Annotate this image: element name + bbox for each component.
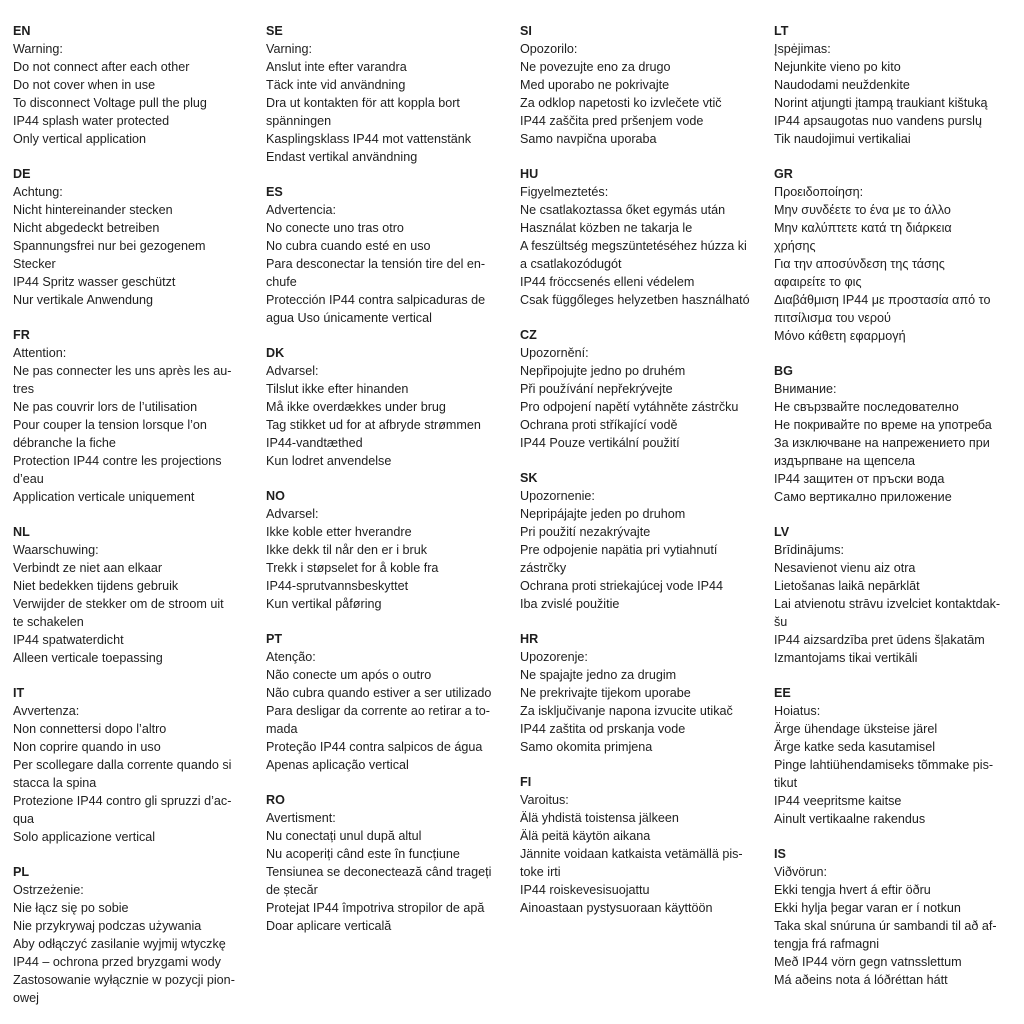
warning-text-line: Application verticale uniquement xyxy=(13,490,195,504)
language-code: NL xyxy=(13,525,30,539)
warning-text-line: Nepřipojujte jedno po druhém xyxy=(520,364,686,378)
warning-text-line: Ne povezujte eno za drugo xyxy=(520,60,671,74)
language-code: LV xyxy=(774,525,790,539)
language-section-hr xyxy=(520,630,760,756)
warning-text-line: Nejunkite vieno po kito xyxy=(774,60,901,74)
warning-text-line: Tensiunea se deconectează când trageți xyxy=(266,865,492,879)
warning-text-line: Tik naudojimui vertikaliai xyxy=(774,132,911,146)
language-section-sk xyxy=(520,469,760,613)
language-code: SE xyxy=(266,24,283,38)
language-code: HR xyxy=(520,632,539,646)
warning-heading: Внимание: xyxy=(774,382,837,396)
warning-heading: Brīdinājums: xyxy=(774,543,844,557)
language-column-2 xyxy=(266,22,506,952)
warning-text-line: Alleen verticale toepassing xyxy=(13,651,163,665)
language-section-lt xyxy=(774,22,1019,148)
warning-text-line: tengja frá rafmagni xyxy=(774,937,880,951)
language-section-gr xyxy=(774,165,1019,345)
warning-text-line: Ainoastaan pystysuoraan käyttöön xyxy=(520,901,713,915)
warning-text-line: Non connettersi dopo l’altro xyxy=(13,722,167,736)
warning-text-line: Kasplingsklass IP44 mot vattenstänk xyxy=(266,132,472,146)
warning-text-line: Не свързвайте последователно xyxy=(774,400,959,414)
warning-text-line: IP44 roiskevesisuojattu xyxy=(520,883,650,897)
language-column-4 xyxy=(774,22,1019,1006)
warning-text-line: Pri použití nezakrývajte xyxy=(520,525,651,539)
warning-text-line: Only vertical application xyxy=(13,132,146,146)
warning-text-line: Ärge katke seda kasutamisel xyxy=(774,740,936,754)
warning-text-line: Pour couper la tension lorsque l’on xyxy=(13,418,207,432)
warning-text-line: Para desconectar la tensión tire del en- xyxy=(266,257,486,271)
language-code: EN xyxy=(13,24,31,38)
warning-text-line: Nu conectați unul după altul xyxy=(266,829,422,843)
warning-heading: Viðvörun: xyxy=(774,865,827,879)
warning-heading: Waarschuwing: xyxy=(13,543,99,557)
warning-text-line: Anslut inte efter varandra xyxy=(266,60,407,74)
warning-text-line: Nepripájajte jeden po druhom xyxy=(520,507,686,521)
warning-text-line: Taka skal snúruna úr sambandi til að af- xyxy=(774,919,997,933)
language-code: SI xyxy=(520,24,532,38)
warning-heading: Varning: xyxy=(266,42,312,56)
warning-text-line: Med uporabo ne pokrivajte xyxy=(520,78,670,92)
warning-text-line: Izmantojams tikai vertikāli xyxy=(774,651,918,665)
warning-text-line: Täck inte vid användning xyxy=(266,78,406,92)
warning-text-line: Endast vertikal användning xyxy=(266,150,418,164)
warning-text-line: IP44 защитен от пръски вода xyxy=(774,472,945,486)
warning-text-line: Ekki hylja þegar varan er í notkun xyxy=(774,901,961,915)
warning-text-line: Älä yhdistä toistensa jälkeen xyxy=(520,811,679,825)
warning-text-line: Ochrana proti striekajúcej vode IP44 xyxy=(520,579,724,593)
warning-text-line: Não conecte um após o outro xyxy=(266,668,432,682)
warning-text-line: IP44 Spritz wasser geschützt xyxy=(13,275,176,289)
warning-text-line: Må ikke overdækkes under brug xyxy=(266,400,446,414)
warning-text-line: Stecker xyxy=(13,257,56,271)
warning-text-line: tikut xyxy=(774,776,798,790)
warning-text-line: Για την αποσύνδεση της τάσης xyxy=(774,257,945,271)
language-section-no xyxy=(266,487,506,613)
language-code: GR xyxy=(774,167,793,181)
warning-text-line: tres xyxy=(13,382,34,396)
language-code: BG xyxy=(774,364,793,378)
language-section-it xyxy=(13,684,253,846)
warning-text-line: Kun lodret anvendelse xyxy=(266,454,392,468)
language-column-1 xyxy=(13,22,253,1024)
warning-text-line: IP44 splash water protected xyxy=(13,114,170,128)
language-section-es xyxy=(266,183,506,327)
warning-text-line: No cubra cuando esté en uso xyxy=(266,239,431,253)
warning-text-line: Doar aplicare verticală xyxy=(266,919,392,933)
warning-heading: Upozornění: xyxy=(520,346,589,360)
warning-text-line: Iba zvislé použitie xyxy=(520,597,620,611)
warning-heading: Opozorilo: xyxy=(520,42,578,56)
warning-text-line: agua Uso únicamente vertical xyxy=(266,311,432,325)
language-code: DK xyxy=(266,346,285,360)
warning-text-line: IP44 spatwaterdicht xyxy=(13,633,124,647)
warning-text-line: Do not cover when in use xyxy=(13,78,156,92)
warning-text-line: Protezione IP44 contro gli spruzzi d’ac- xyxy=(13,794,232,808)
warning-text-line: spänningen xyxy=(266,114,332,128)
warning-text-line: Protección IP44 contra salpicaduras de xyxy=(266,293,486,307)
warning-text-line: Norint atjungti įtampą traukiant kištuką xyxy=(774,96,988,110)
warning-text-line: débranche la fiche xyxy=(13,436,116,450)
language-column-3 xyxy=(520,22,760,934)
warning-text-line: Para desligar da corrente ao retirar a to- xyxy=(266,704,491,718)
warning-text-line: Trekk i støpselet for å koble fra xyxy=(266,561,439,575)
warning-text-line: Per scollegare dalla corrente quando si xyxy=(13,758,232,772)
language-section-bg xyxy=(774,362,1019,506)
language-section-pt xyxy=(266,630,506,774)
warning-text-line: Za isključivanje napona izvucite utikač xyxy=(520,704,733,718)
warning-text-line: Do not connect after each other xyxy=(13,60,190,74)
warning-text-line: Protejat IP44 împotriva stropilor de apă xyxy=(266,901,485,915)
warning-heading: Advarsel: xyxy=(266,364,319,378)
warning-text-line: Ikke koble etter hverandre xyxy=(266,525,412,539)
language-section-hu xyxy=(520,165,760,309)
warning-text-line: šu xyxy=(774,615,788,629)
warning-text-line: Verbindt ze niet aan elkaar xyxy=(13,561,163,575)
language-code: PL xyxy=(13,865,30,879)
warning-text-line: Pro odpojení napětí vytáhněte zástrčku xyxy=(520,400,739,414)
warning-heading: Avvertenza: xyxy=(13,704,80,718)
warning-text-line: Nur vertikale Anwendung xyxy=(13,293,154,307)
warning-text-line: Með IP44 vörn gegn vatnsslettum xyxy=(774,955,962,969)
warning-text-line: Não cubra quando estiver a ser utilizado xyxy=(266,686,492,700)
warning-text-line: Dra ut kontakten för att koppla bort xyxy=(266,96,460,110)
warning-text-line: Tag stikket ud for at afbryde strømmen xyxy=(266,418,481,432)
warning-text-line: Ne pas couvrir lors de l’utilisation xyxy=(13,400,198,414)
warning-text-line: zástrčky xyxy=(520,561,567,575)
warning-text-line: Само вертикално приложение xyxy=(774,490,952,504)
language-code: NO xyxy=(266,489,285,503)
warning-text-line: qua xyxy=(13,812,35,826)
warning-text-line: Naudodami neuždenkite xyxy=(774,78,910,92)
warning-heading: Προειδοποίηση: xyxy=(774,185,864,199)
warning-text-line: Verwijder de stekker om de stroom uit xyxy=(13,597,224,611)
warning-heading: Įspėjimas: xyxy=(774,42,831,56)
warning-text-line: IP44 Pouze vertikální použití xyxy=(520,436,680,450)
language-code: CZ xyxy=(520,328,537,342)
warning-heading: Figyelmeztetés: xyxy=(520,185,609,199)
warning-text-line: Nie łącz się po sobie xyxy=(13,901,129,915)
warning-text-line: chufe xyxy=(266,275,297,289)
warning-text-line: Pinge lahtiühendamiseks tõmmake pis- xyxy=(774,758,994,772)
warning-text-line: издърпване на щепсела xyxy=(774,454,916,468)
warning-heading: Upozornenie: xyxy=(520,489,595,503)
warning-text-line: IP44 aizsardzība pret ūdens šļakatām xyxy=(774,633,985,647)
warning-text-line: Protection IP44 contre les projections xyxy=(13,454,222,468)
language-section-fi xyxy=(520,773,760,917)
warning-text-line: Használat közben ne takarja le xyxy=(520,221,693,235)
warning-text-line: Nicht abgedeckt betreiben xyxy=(13,221,160,235)
warning-text-line: Ainult vertikaalne rakendus xyxy=(774,812,926,826)
warning-text-line: Nie przykrywaj podczas używania xyxy=(13,919,202,933)
language-code: RO xyxy=(266,793,285,807)
warning-text-line: de ștecăr xyxy=(266,883,318,897)
warning-heading: Ostrzeżenie: xyxy=(13,883,84,897)
warning-text-line: Solo applicazione vertical xyxy=(13,830,156,844)
language-code: PT xyxy=(266,632,283,646)
language-section-en xyxy=(13,22,253,148)
warning-text-line: toke irti xyxy=(520,865,561,879)
warning-heading: Achtung: xyxy=(13,185,63,199)
language-section-ro xyxy=(266,791,506,935)
warning-text-line: Ochrana proti stříkající vodě xyxy=(520,418,678,432)
warning-text-line: Spannungsfrei nur bei gezogenem xyxy=(13,239,206,253)
language-section-cz xyxy=(520,326,760,452)
warning-text-line: αφαιρείτε το φις xyxy=(774,275,862,289)
warning-heading: Warning: xyxy=(13,42,63,56)
warning-text-line: Niet bedekken tijdens gebruik xyxy=(13,579,179,593)
warning-text-line: Не покривайте по време на употреба xyxy=(774,418,992,432)
warning-text-line: Non coprire quando in uso xyxy=(13,740,161,754)
warning-text-line: Zastosowanie wyłącznie w pozycji pion- xyxy=(13,973,235,987)
warning-text-line: IP44 zaštita od prskanja vode xyxy=(520,722,686,736)
warning-text-line: IP44-vandtæthed xyxy=(266,436,363,450)
warning-text-line: Jännite voidaan katkaista vetämällä pis- xyxy=(520,847,743,861)
warning-text-line: Aby odłączyć zasilanie wyjmij wtyczkę xyxy=(13,937,226,951)
warning-text-line: owej xyxy=(13,991,39,1005)
warning-text-line: χρήσης xyxy=(774,239,816,253)
warning-heading: Atenção: xyxy=(266,650,316,664)
warning-heading: Advertencia: xyxy=(266,203,337,217)
language-section-is xyxy=(774,845,1019,989)
language-code: LT xyxy=(774,24,789,38)
warning-heading: Upozorenje: xyxy=(520,650,588,664)
warning-text-line: Za odklop napetosti ko izvlečete vtič xyxy=(520,96,722,110)
warning-heading: Attention: xyxy=(13,346,67,360)
language-section-se xyxy=(266,22,506,166)
warning-text-line: Při používání nepřekrývejte xyxy=(520,382,673,396)
language-code: EE xyxy=(774,686,791,700)
warning-text-line: IP44 apsaugotas nuo vandens purslų xyxy=(774,114,982,128)
language-code: FR xyxy=(13,328,30,342)
language-code: SK xyxy=(520,471,538,485)
language-code: IT xyxy=(13,686,25,700)
language-section-si xyxy=(520,22,760,148)
language-section-pl xyxy=(13,863,253,1007)
warning-text-line: Ne prekrivajte tijekom uporabe xyxy=(520,686,691,700)
warning-text-line: Älä peitä käytön aikana xyxy=(520,829,651,843)
warning-text-line: Μόνο κάθετη εφαρμογή xyxy=(774,329,906,343)
warning-text-line: Pre odpojenie napätia pri vytiahnutí xyxy=(520,543,718,557)
language-section-de xyxy=(13,165,253,309)
warning-text-line: Má aðeins nota á lóðréttan hátt xyxy=(774,973,948,987)
warning-text-line: A feszültség megszüntetéséhez húzza ki xyxy=(520,239,747,253)
warning-text-line: Nicht hintereinander stecken xyxy=(13,203,173,217)
warning-text-line: Ekki tengja hvert á eftir öðru xyxy=(774,883,931,897)
warning-text-line: πιτσίλισμα του νερού xyxy=(774,311,891,325)
warning-text-line: a csatlakozódugót xyxy=(520,257,622,271)
warning-heading: Varoitus: xyxy=(520,793,569,807)
warning-text-line: Διαβάθμιση IP44 με προστασία από το xyxy=(774,293,991,307)
warning-text-line: IP44 – ochrona przed bryzgami wody xyxy=(13,955,221,969)
warning-text-line: Lietošanas laikā nepārklāt xyxy=(774,579,920,593)
warning-text-line: Nesavienot vienu aiz otra xyxy=(774,561,916,575)
language-section-nl xyxy=(13,523,253,667)
warning-text-line: Csak függőleges helyzetben használható xyxy=(520,293,750,307)
warning-text-line: Tilslut ikke efter hinanden xyxy=(266,382,409,396)
warning-text-line: No conecte uno tras otro xyxy=(266,221,404,235)
warning-text-line: IP44 fröccsenés elleni védelem xyxy=(520,275,695,289)
warning-text-line: Kun vertikal påføring xyxy=(266,597,382,611)
warning-heading: Hoiatus: xyxy=(774,704,821,718)
warning-text-line: Ärge ühendage üksteise järel xyxy=(774,722,938,736)
warning-text-line: За изключване на напрежението при xyxy=(774,436,990,450)
warning-text-line: te schakelen xyxy=(13,615,84,629)
warning-text-line: mada xyxy=(266,722,298,736)
warning-text-line: Μην καλύπτετε κατά τη διάρκεια xyxy=(774,221,952,235)
warning-text-line: stacca la spina xyxy=(13,776,97,790)
language-section-dk xyxy=(266,344,506,470)
language-section-ee xyxy=(774,684,1019,828)
language-code: IS xyxy=(774,847,786,861)
language-code: FI xyxy=(520,775,532,789)
warning-text-line: Proteção IP44 contra salpicos de água xyxy=(266,740,483,754)
warning-text-line: Samo okomita primjena xyxy=(520,740,653,754)
warning-text-line: IP44 veepritsme kaitse xyxy=(774,794,902,808)
language-section-fr xyxy=(13,326,253,506)
warning-text-line: Lai atvienotu strāvu izvelciet kontaktdak- xyxy=(774,597,1001,611)
language-code: ES xyxy=(266,185,283,199)
language-code: HU xyxy=(520,167,539,181)
warning-text-line: Ikke dekk til når den er i bruk xyxy=(266,543,427,557)
language-code: DE xyxy=(13,167,31,181)
warning-heading: Advarsel: xyxy=(266,507,319,521)
warning-text-line: Ne csatlakoztassa őket egymás után xyxy=(520,203,726,217)
warning-text-line: Samo navpična uporaba xyxy=(520,132,657,146)
warning-text-line: Nu acoperiți când este în funcțiune xyxy=(266,847,460,861)
warning-text-line: IP44 zaščita pred pršenjem vode xyxy=(520,114,704,128)
warning-text-line: Μην συνδέετε το ένα με το άλλο xyxy=(774,203,951,217)
warning-heading: Avertisment: xyxy=(266,811,336,825)
warning-text-line: Apenas aplicação vertical xyxy=(266,758,409,772)
warning-text-line: Ne spajajte jedno za drugim xyxy=(520,668,677,682)
warning-text-line: Ne pas connecter les uns après les au- xyxy=(13,364,232,378)
language-section-lv xyxy=(774,523,1019,667)
warning-text-line: IP44-sprutvannsbeskyttet xyxy=(266,579,409,593)
warning-text-line: To disconnect Voltage pull the plug xyxy=(13,96,207,110)
warning-text-line: d’eau xyxy=(13,472,44,486)
